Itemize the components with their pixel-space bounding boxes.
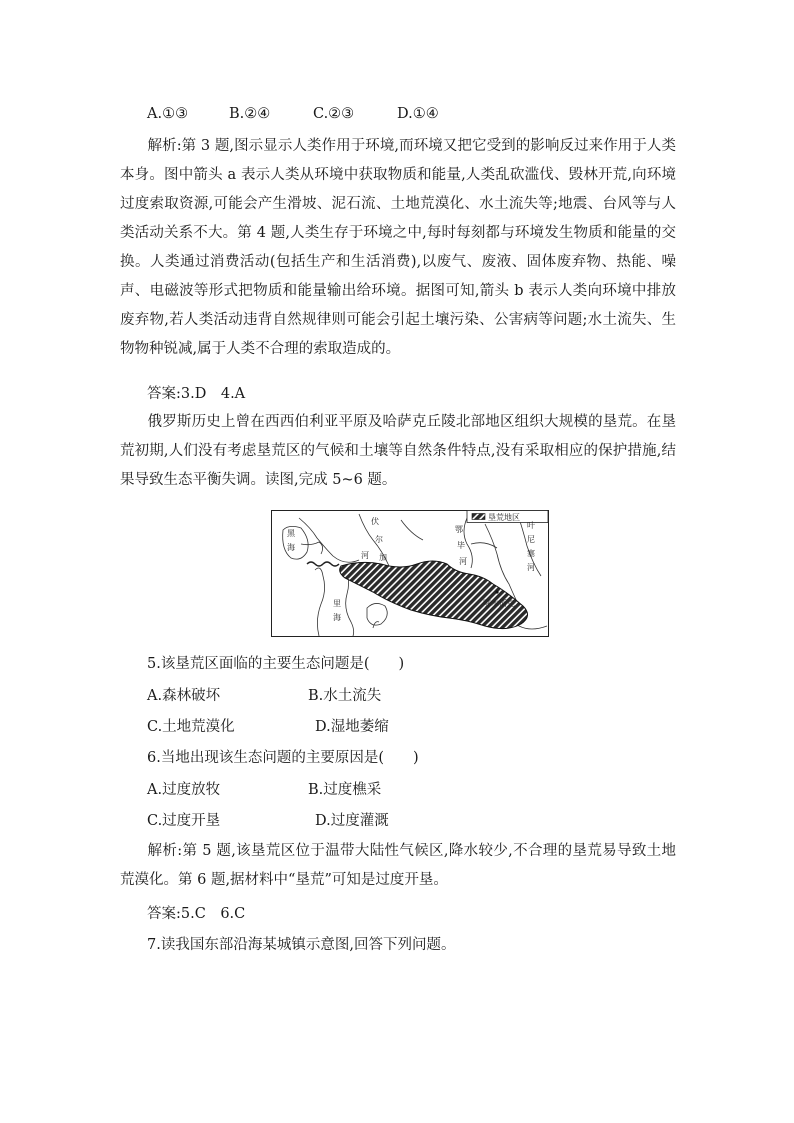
label-yenisei-2: 尼 — [527, 535, 535, 544]
label-ob-2: 毕 — [457, 541, 465, 550]
q56-answer: 答案:5.C 6.C — [147, 906, 246, 922]
q34-option-b: B.②④ — [229, 106, 271, 122]
legend-swatch — [472, 514, 485, 520]
q5-option-d: D.湿地萎缩 — [315, 719, 389, 735]
q56-analysis: 解析:第 5 题,该垦荒区位于温带大陆性气候区,降水较少,不合理的垦荒易导致土地荒漠化。第 6 题,据材料中“垦荒”可知是过度开垦。 — [120, 843, 676, 888]
label-ob-1: 鄂 — [455, 525, 463, 534]
label-caspian-2: 海 — [333, 613, 341, 622]
label-black: 黑 — [287, 529, 295, 538]
label-volga-1: 伏 — [371, 517, 379, 526]
q6-option-d: D.过度灌溉 — [315, 813, 389, 829]
label-sea: 海 — [287, 543, 295, 552]
q7-stem: 7.读我国东部沿海某城镇示意图,回答下列问题。 — [147, 937, 456, 953]
q6-option-b: B.过度樵采 — [308, 782, 382, 798]
label-yenisei-1: 叶 — [527, 521, 535, 530]
q34-analysis: 解析:第 3 题,图示显示人类作用于环境,而环境又把它受到的影响反过来作用于人类本身。图中箭头 a 表示人类从环境中获取物质和能量,人类乱砍滥伐、毁林开荒,向环境过度索取资源,可能会产生滑坡、泥石流、土地荒漠化、水土流失等;地震、台风等与人类活动关系不大。第 4 题,人类生存于环境之中,每时每刻都与环境发生物质和能量的交换。人类通过消费活动(包括生产和生活消费),以废气、废液、固体废弃物、热能、噪声、电磁波等形式把物质和能量输出给环境。据图可知,箭头 b 表示人类向环境中排放废弃物,若人类活动违背自然规律则可能会引起土壤污染、公害病等问题;水土流失、生物物种锐减,属于人类不合理的索取造成的。 — [120, 138, 676, 357]
q5-option-b: B.水土流失 — [308, 688, 382, 704]
q5-option-a: A.森林破坏 — [147, 688, 221, 704]
q34-answer: 答案:3.D 4.A — [147, 386, 246, 402]
label-caspian-1: 里 — [333, 599, 341, 608]
label-yenisei-3: 塞 — [527, 549, 535, 558]
q34-option-d: D.①④ — [397, 106, 439, 122]
q5-stem: 5.该垦荒区面临的主要生态问题是( ) — [147, 656, 405, 672]
q6-option-a: A.过度放牧 — [147, 782, 221, 798]
label-yenisei-river: 河 — [527, 563, 535, 572]
q6-stem: 6.当地出现该生态问题的主要原因是( ) — [147, 750, 419, 766]
q34-options — [147, 104, 439, 124]
label-omsk: 鄂木斯克 — [483, 599, 515, 608]
omsk-marker — [495, 590, 498, 593]
label-ob-river: 河 — [459, 557, 467, 566]
q34-option-a: A.①③ — [147, 106, 189, 122]
legend-label: 垦荒地区 — [488, 513, 520, 522]
reclamation-map — [271, 510, 549, 637]
q34-option-c: C.②③ — [313, 106, 355, 122]
q5-option-c: C.土地荒漠化 — [147, 719, 235, 735]
label-volga-river: 河 — [361, 551, 369, 560]
label-volga-3: 加 — [379, 553, 387, 562]
q56-intro: 俄罗斯历史上曾在西西伯利亚平原及哈萨克丘陵北部地区组织大规模的垦荒。在垦荒初期,人们没有考虑垦荒区的气候和土壤等自然条件特点,没有采取相应的保护措施,结果导致生态平衡失调。读图,完成 5~6 题。 — [120, 414, 676, 488]
q6-option-c: C.过度开垦 — [147, 813, 221, 829]
label-volga-2: 尔 — [375, 535, 383, 544]
